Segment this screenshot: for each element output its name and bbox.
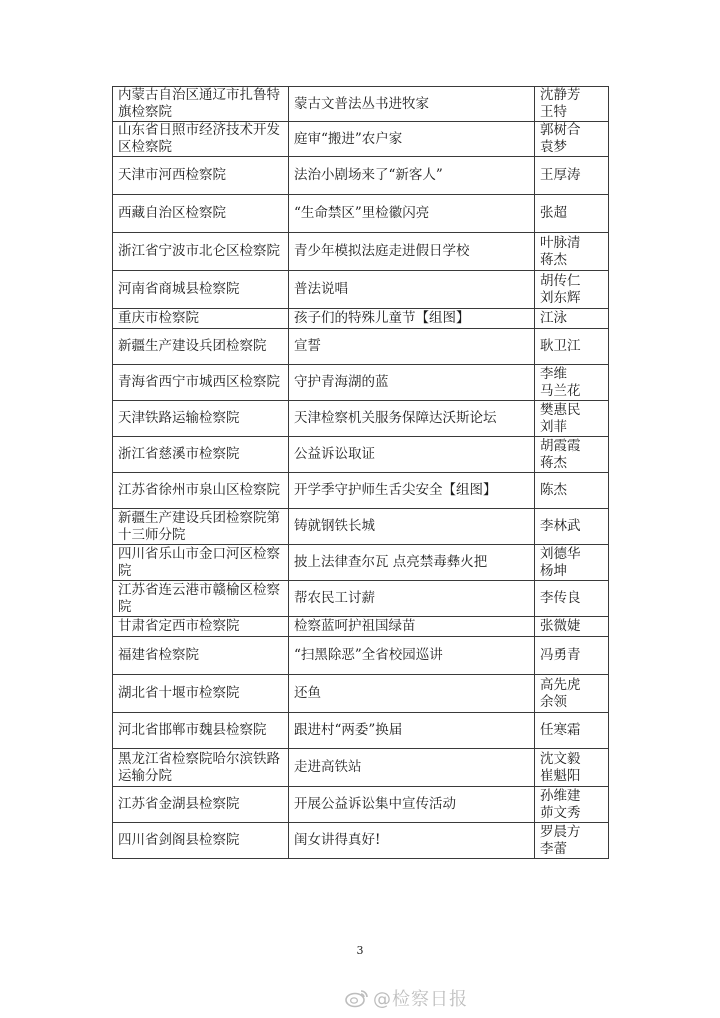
table-row [113,509,609,545]
author-cell: 张微婕 [535,617,609,637]
author-cell: 罗晨方 李蕾 [535,823,609,859]
table-row [113,233,609,271]
table-row [113,787,609,823]
unit-cell: 新疆生产建设兵团检察院 [113,329,289,365]
unit-cell: 山东省日照市经济技术开发区检察院 [113,122,289,157]
title-cell: 还鱼 [289,675,535,713]
title-cell: 青少年模拟法庭走进假日学校 [289,233,535,271]
table-row [113,365,609,401]
author-cell: 孙维建 茆文秀 [535,787,609,823]
title-cell: 守护青海湖的蓝 [289,365,535,401]
table-row [113,823,609,859]
table-row [113,309,609,329]
unit-cell: 黑龙江省检察院哈尔滨铁路运输分院 [113,749,289,787]
unit-cell: 甘肃省定西市检察院 [113,617,289,637]
title-cell: 孩子们的特殊儿童节【组图】 [289,309,535,329]
title-cell: 跟进村“两委”换届 [289,713,535,749]
title-cell: 帮农民工讨薪 [289,581,535,617]
watermark-text: @检察日报 [373,989,468,1010]
unit-cell: 四川省剑阁县检察院 [113,823,289,859]
title-cell: 开展公益诉讼集中宣传活动 [289,787,535,823]
unit-cell: 西藏自治区检察院 [113,195,289,233]
author-cell: 江泳 [535,309,609,329]
unit-cell: 天津市河西检察院 [113,157,289,195]
title-cell: 闺女讲得真好! [289,823,535,859]
author-cell: 沈静芳 王特 [535,87,609,122]
author-cell: 刘德华 杨坤 [535,545,609,581]
unit-cell: 浙江省宁波市北仑区检察院 [113,233,289,271]
table-row [113,617,609,637]
unit-cell: 青海省西宁市城西区检察院 [113,365,289,401]
title-cell: “生命禁区”里检徽闪亮 [289,195,535,233]
table-row [113,87,609,122]
author-cell: 李林武 [535,509,609,545]
author-cell: 李传良 [535,581,609,617]
unit-cell: 天津铁路运输检察院 [113,401,289,437]
title-cell: 公益诉讼取证 [289,437,535,473]
table-row [113,401,609,437]
title-cell: 检察蓝呵护祖国绿苗 [289,617,535,637]
title-cell: 法治小剧场来了“新客人” [289,157,535,195]
table-row [113,473,609,509]
title-cell: 宣誓 [289,329,535,365]
author-cell: 胡霞霞 蒋杰 [535,437,609,473]
award-table-body [113,87,609,859]
unit-cell: 浙江省慈溪市检察院 [113,437,289,473]
title-cell: 铸就钢铁长城 [289,509,535,545]
table-row [113,545,609,581]
author-cell: 郭树合 袁梦 [535,122,609,157]
title-cell: 蒙古文普法丛书进牧家 [289,87,535,122]
unit-cell: 湖北省十堰市检察院 [113,675,289,713]
table-row [113,437,609,473]
unit-cell: 江苏省金湖县检察院 [113,787,289,823]
table-row [113,271,609,309]
weibo-watermark [345,985,468,1011]
author-cell: 任寒霜 [535,713,609,749]
unit-cell: 福建省检察院 [113,637,289,675]
table-row [113,713,609,749]
author-cell: 胡传仁 刘东辉 [535,271,609,309]
table-row [113,329,609,365]
award-table [112,86,609,859]
title-cell: 天津检察机关服务保障达沃斯论坛 [289,401,535,437]
weibo-logo-icon [345,988,369,1008]
title-cell: 开学季守护师生舌尖安全【组图】 [289,473,535,509]
table-row [113,122,609,157]
unit-cell: 重庆市检察院 [113,309,289,329]
title-cell: 披上法律查尔瓦 点亮禁毒彝火把 [289,545,535,581]
table-row [113,195,609,233]
unit-cell: 河北省邯郸市魏县检察院 [113,713,289,749]
author-cell: 叶脉清 蒋杰 [535,233,609,271]
author-cell: 陈杰 [535,473,609,509]
unit-cell: 江苏省徐州市泉山区检察院 [113,473,289,509]
title-cell: 走进高铁站 [289,749,535,787]
title-cell: “扫黑除恶”全省校园巡讲 [289,637,535,675]
author-cell: 樊惠民 刘菲 [535,401,609,437]
title-cell: 普法说唱 [289,271,535,309]
author-cell: 李维 马兰花 [535,365,609,401]
unit-cell: 四川省乐山市金口河区检察院 [113,545,289,581]
author-cell: 冯勇青 [535,637,609,675]
table-row [113,675,609,713]
unit-cell: 内蒙古自治区通辽市扎鲁特旗检察院 [113,87,289,122]
author-cell: 高先虎 余领 [535,675,609,713]
title-cell: 庭审“搬进”农户家 [289,122,535,157]
author-cell: 耿卫江 [535,329,609,365]
table-row [113,749,609,787]
unit-cell: 江苏省连云港市赣榆区检察院 [113,581,289,617]
author-cell: 沈文毅 崔魁阳 [535,749,609,787]
unit-cell: 新疆生产建设兵团检察院第十三师分院 [113,509,289,545]
page-number: 3 [356,944,364,957]
author-cell: 王厚涛 [535,157,609,195]
table-row [113,157,609,195]
table-row [113,637,609,675]
unit-cell: 河南省商城县检察院 [113,271,289,309]
table-row [113,581,609,617]
author-cell: 张超 [535,195,609,233]
